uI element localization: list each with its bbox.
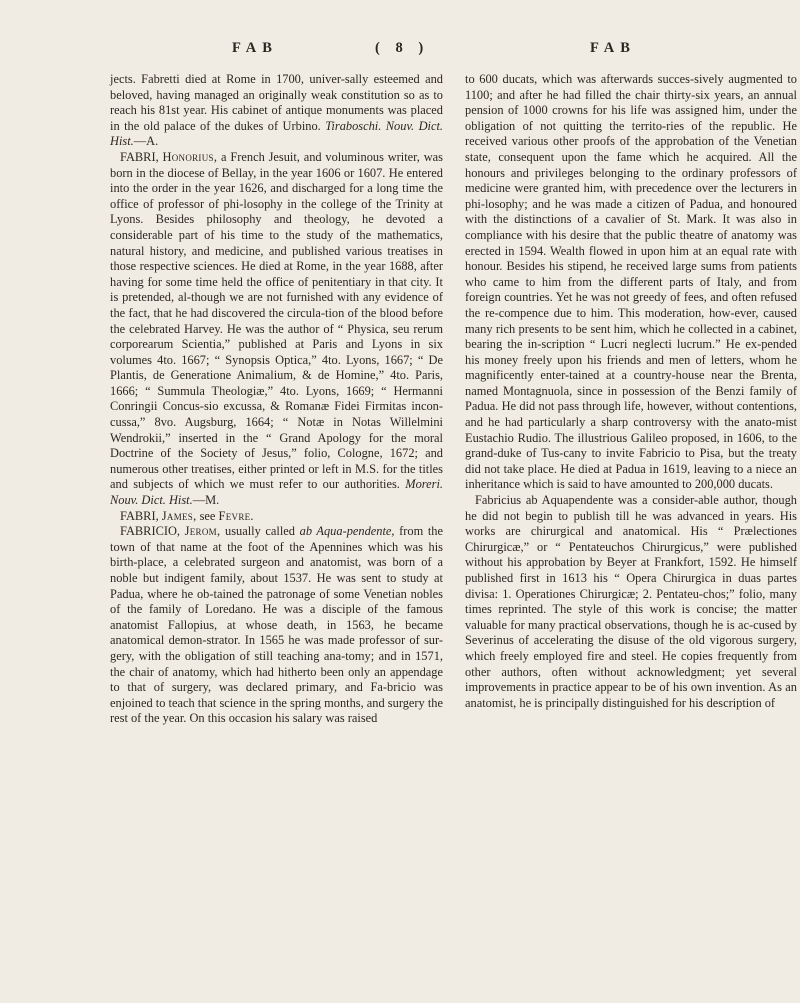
dictionary-entry [110, 509, 443, 525]
text-run: —M. [192, 493, 220, 508]
small-caps-name: James, [161, 508, 197, 523]
left-text-column [110, 72, 443, 727]
dictionary-entry [110, 150, 443, 509]
text-run: a French Jesuit, and voluminous writer, was born in the diocese of Bellay, in the year 1606 or 1607. He entered into the order in the year 1626, and discharged for a long time the office of professor of phi-losophy in the college of the Trinity at Lyons. Besides philosophy and theology, he devoted a considerable part of his time to the study of the mathematics, natural history, and medicine, and published various treatises in those respective sciences. He died at Rome, in the year 1688, after having for some time held the office of penitentiary in that city. It is pretended, al-though we are not furnished with any evidence of the fact, that he had discovered the circula-tion of the blood before the celebrated Harvey. He was the author of “ Physica, seu rerum corporearum Scientia,” published at Paris and Lyons in six volumes 4to. 1667; “ Synopsis Optica,” 4to. Lyons, 1667; “ De Plantis, de Generatione Animalium, & de Homine,” 4to. Paris, 1666; “ Summula Theologiæ,” 4to. Lyons, 1669; “ Hermanni Conringii Concus-sio excussa, & Romanæ Fidei Firmitas incon-cussa,” 8vo. Augsburg, 1664; “ Notæ in Notas Willelmini Wendrokii,” inserted in the “ Grand Apology for the moral Doctrine of the Society of Jesus,” folio, Cologne, 1672; and numerous other treatises, either printed or left in M.S. for the titles and subjects of which we must refer to our authorities. [110, 149, 443, 492]
text-run: usually called [220, 524, 300, 539]
text-paragraph [465, 72, 797, 493]
italic-text: Moreri. Nouv. Dict. Hist. [110, 477, 443, 508]
text-run: jects. Fabretti died at Rome in 1700, univer-sally esteemed and beloved, having managed an originally weak constitution so as to reach his 81st year. His cabinet of antique monuments was placed in the old palace of the dukes of Urbino. [110, 72, 443, 133]
running-head-right: FAB [590, 40, 636, 56]
italic-text: Tiraboschi. Nouv. Dict. Hist. [110, 118, 444, 149]
text-run: FABRI, [120, 508, 162, 523]
text-run: from the town of that name at the foot of the Apennines which was his birth-place, a celebrated surgeon and anatomist, was born of a noble but indigent family, about 1537. He was sent to study at Padua, where he ob-tained the patronage of some Venetian nobles of the family of Loredano. He was a disciple of the famous anatomist Fallopius, at whose death, in 1563, he became anatomical demon-strator. In 1565 he was made professor of sur-gery, with the obligation of still teaching ana-tomy; and in 1571, the chair of anatomy, which had hitherto been only an appendage to that of surgery, was declared primary, and Fa-bricio was enjoined to teach that science in the spring months, and surgery the rest of the year. On this occasion his salary was raised [110, 524, 444, 726]
text-run: FABRICIO, [120, 524, 185, 539]
text-run: FABRI, [120, 149, 163, 164]
right-text-column [465, 72, 797, 711]
text-run: to 600 ducats, which was afterwards succes-sively augmented to 1100; and after he had filled the chair thirty-six years, an annual pension of 1000 crowns for his life was assigned him, under the obligation of not quitting the territo-ries of the republic. He received various other proofs of the approbation of the Venetian state, consequent upon the fame which he acquired. All the honours and privileges belonging to the ordinary professors of medicine were granted him, with precedence over the lecturers in phi-losophy; and he was made a citizen of Padua, and honoured with the distinctions of a cavalier of St. Mark. It was also in compliance with his desire that the public theatre of anatomy was erected in 1594. Wealth flowed in upon him at an equal rate with honour. Besides his stipend, he received large sums from patients who came to him from the different parts of Italy, and from foreign countries. Yet he was not greedy of fees, and often refused the re-compence due to him. This moderation, how-ever, caused many rich presents to be sent him, which he collected in a cabinet, bearing the in-scription “ Lucri neglecti lucrum.” He ex-pended his money freely upon his friends and men of letters, whom he magnificently enter-tained at a country-house near the Brenta, named Montagnuola, since in possession of the Benzi family of Padua. He did not pass through life, however, without contentions, and he had particularly a sharp controversy with the anato-mist Eustachio Rudio. The illustrious Galileo proposed, in 1606, to the grand-duke of Tus-cany to invite Fabricio to Pisa, but the treaty did not take place. He died at Padua in 1619, leaving to a niece an inheritance which is said to have amounted to 200,000 ducats. [465, 72, 797, 492]
text-run: see [196, 508, 219, 523]
dictionary-entry [110, 524, 443, 727]
text-run: Fabricius ab Aquapendente was a consider-able author, though he did not begin to publish till he was advanced in years. His works are chirurgical and anatomical. His “ Prælectiones Chirurgicæ,” or “ Pentateuchos Chirurgicus,” were published without his approbation by Beyer at Frankfort, 1592. He himself published first in 1613 his “ Opera Chirurgica in duas partes divisa: 1. Operationes Chirurgicæ; 2. Pentateu-chos;” folio, many times reprinted. The style of this work is concise; the matter valuable for many practical observations, though he is ac-cused by Severinus of accelerating the disuse of the old vigorous surgery, which freely employed fire and steel. He copies frequently from other authors, often without acknowledgment; yet several improvements in practice appear to be of his own invention. As an anatomist, he is principally distinguished for his description of [465, 493, 797, 710]
text-paragraph [110, 72, 443, 150]
small-caps-name: Fevre. [218, 508, 254, 523]
text-paragraph [465, 493, 797, 711]
small-caps-name: Jerom, [184, 524, 221, 539]
small-caps-name: Honorius, [162, 149, 218, 164]
running-head-left: FAB [232, 40, 278, 56]
italic-text: ab Aqua-pendente, [299, 524, 395, 539]
text-run: —A. [133, 134, 159, 149]
page-number: ( 8 ) [375, 40, 430, 56]
